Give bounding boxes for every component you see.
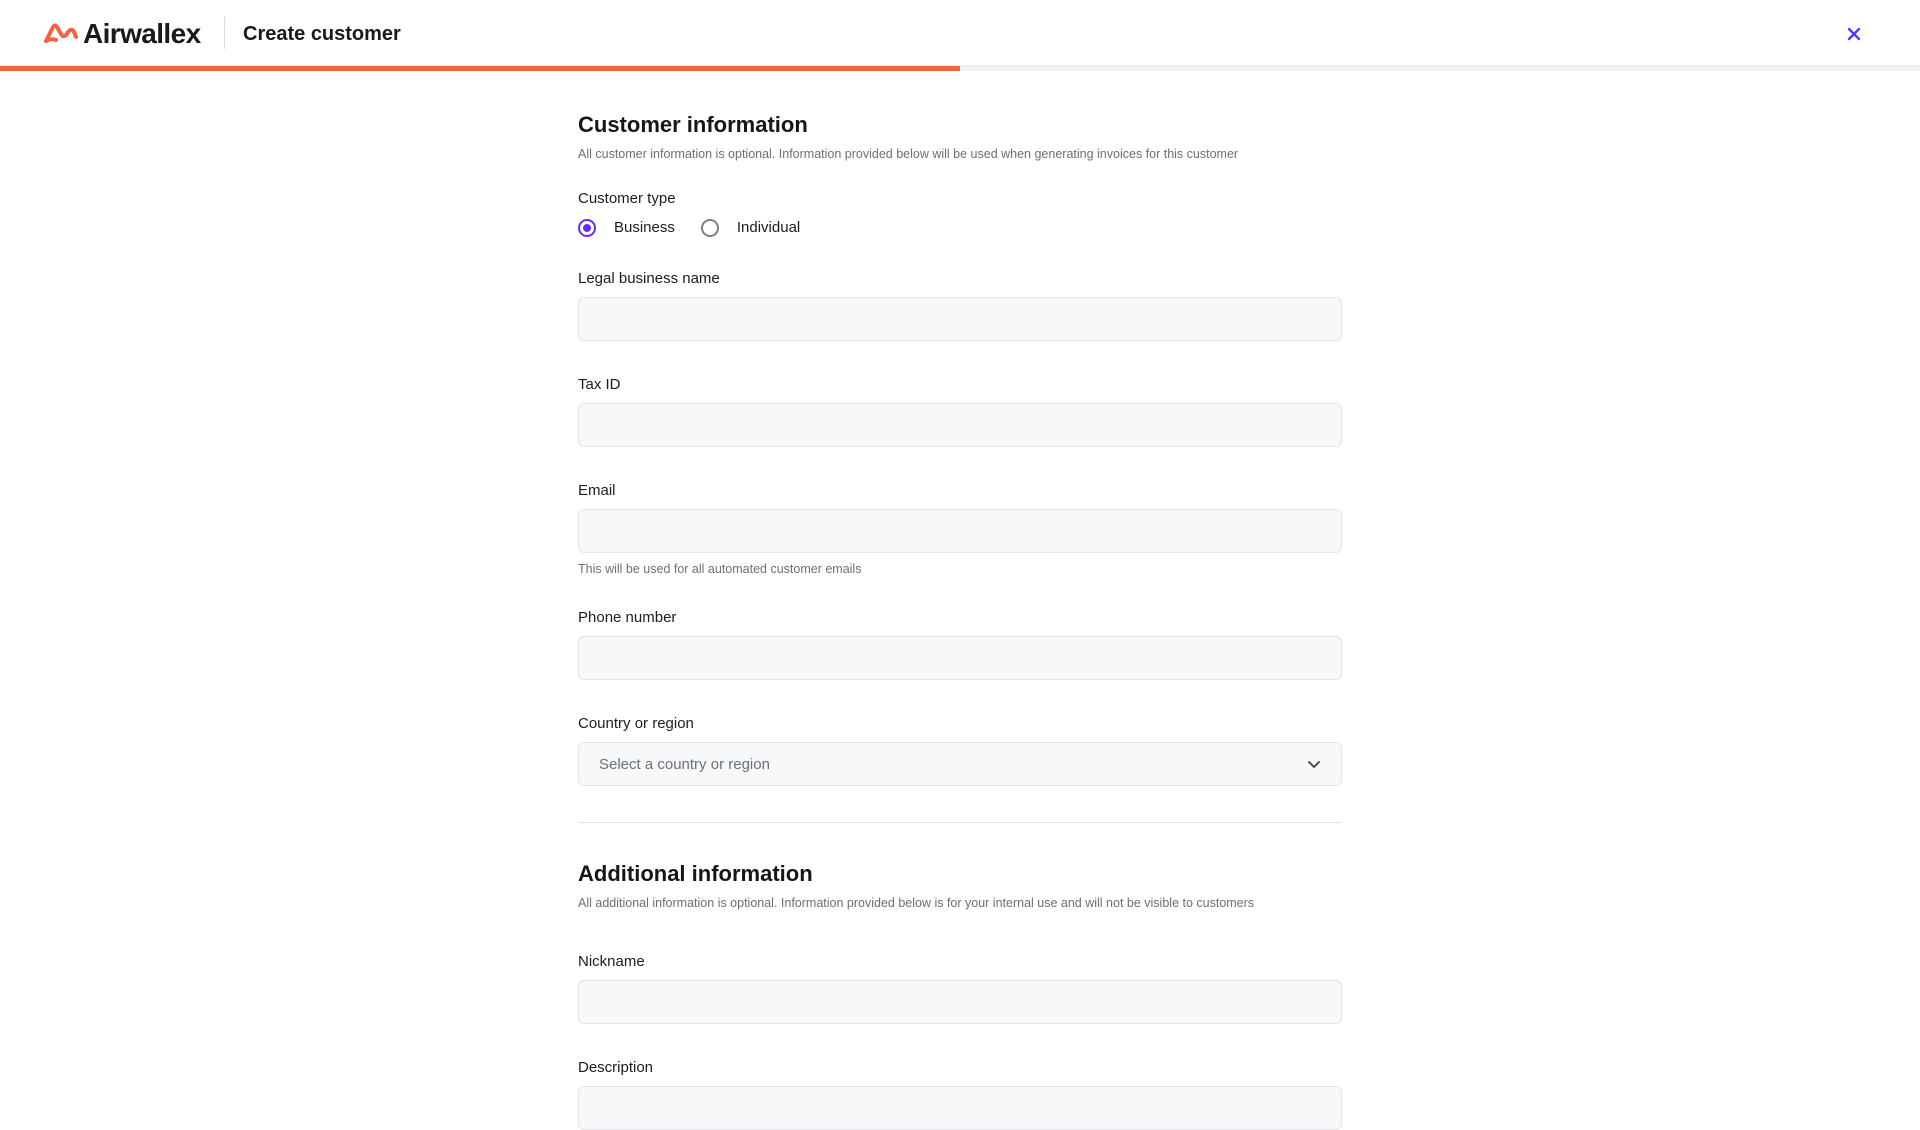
phone-number-group — [578, 608, 1342, 680]
legal-business-name-group — [578, 269, 1342, 341]
phone-number-label: Phone number — [578, 609, 677, 626]
top-bar — [0, 0, 1920, 66]
phone-number-input[interactable] — [578, 636, 1342, 680]
radio-individual[interactable] — [701, 219, 719, 237]
progress-track — [0, 66, 1920, 71]
tax-id-label: Tax ID — [578, 376, 621, 393]
nickname-input[interactable] — [578, 980, 1342, 1024]
close-button[interactable] — [1838, 18, 1870, 50]
tax-id-input[interactable] — [578, 403, 1342, 447]
email-hint: This will be used for all automated customer emails — [578, 562, 862, 576]
chevron-down-icon — [1307, 757, 1321, 771]
brand-name: Airwallex — [83, 18, 201, 49]
section-title-customer-information: Customer information — [578, 112, 808, 137]
email-label: Email — [578, 482, 616, 499]
radio-business[interactable] — [578, 219, 596, 237]
tax-id-group — [578, 375, 1342, 447]
section-title-additional-information: Additional information — [578, 861, 813, 886]
additional-information-section — [578, 859, 1342, 1130]
description-group — [578, 1058, 1342, 1130]
email-group — [578, 481, 1342, 578]
description-input[interactable] — [578, 1086, 1342, 1130]
radio-individual-label[interactable]: Individual — [736, 219, 801, 236]
nickname-label: Nickname — [578, 953, 645, 970]
description-label: Description — [578, 1059, 654, 1076]
country-region-placeholder: Select a country or region — [599, 755, 770, 773]
section-description: All customer information is optional. Information provided below will be used when generating invoices for this customer — [578, 147, 1239, 161]
airwallex-logo[interactable] — [43, 20, 201, 48]
legal-business-name-input[interactable] — [578, 297, 1342, 341]
airwallex-logo-icon — [43, 22, 79, 46]
customer-information-section — [578, 110, 1342, 786]
section-description-additional: All additional information is optional. Information provided below is for your internal use and will not be visible to customers — [578, 896, 1255, 910]
country-region-label: Country or region — [578, 715, 694, 732]
customer-form — [578, 110, 1342, 1130]
radio-business-label[interactable]: Business — [614, 219, 675, 236]
progress-bar-fill — [0, 66, 960, 71]
customer-type-label: Customer type — [578, 190, 676, 207]
email-input[interactable] — [578, 509, 1342, 553]
legal-business-name-label: Legal business name — [578, 270, 720, 287]
country-region-select[interactable] — [578, 742, 1342, 786]
page-title: Create customer — [243, 23, 401, 45]
section-divider — [578, 822, 1342, 823]
country-region-group — [578, 714, 1342, 786]
header-divider — [224, 17, 225, 49]
close-icon — [1846, 26, 1862, 42]
nickname-group — [578, 952, 1342, 1024]
customer-type-group — [578, 189, 1342, 239]
